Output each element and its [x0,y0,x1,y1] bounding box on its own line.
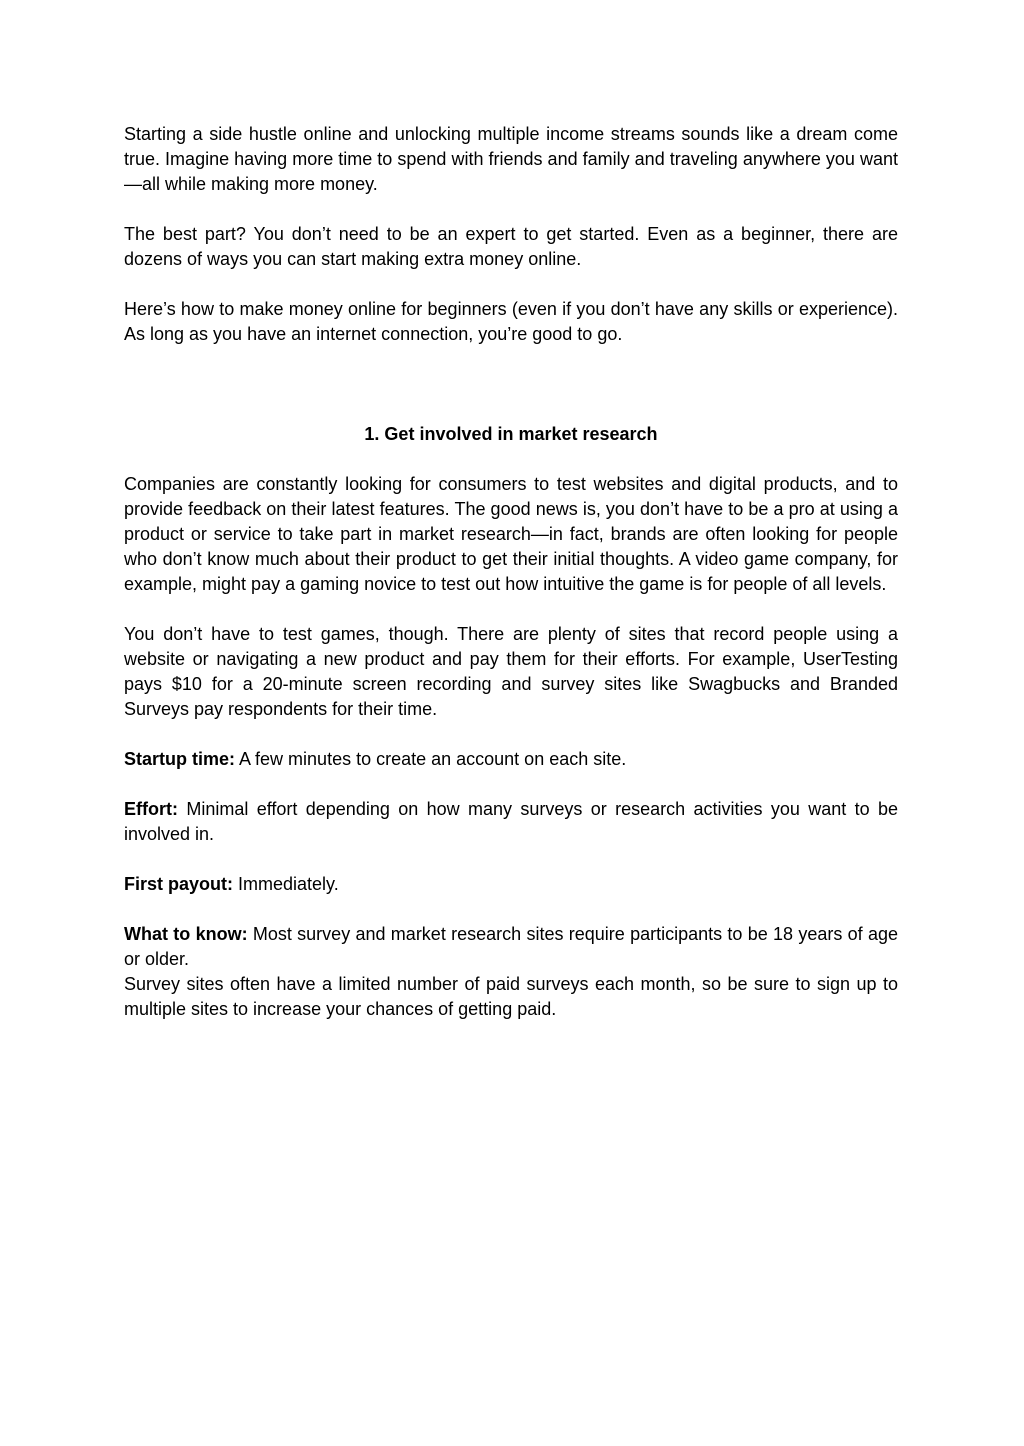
startup-time-item [124,747,898,772]
startup-time-label: Startup time: [124,749,236,769]
intro-paragraph-2: The best part? You don’t need to be an expert to get started. Even as a beginner, there are dozens of ways you can start making extra money online. [124,224,898,269]
first-payout-label: First payout: [124,874,234,894]
what-to-know-extra: Survey sites often have a limited number of paid surveys each month, so be sure to sign up to multiple sites to increase your chances of getting paid. [124,974,898,1019]
section-spacer [124,372,898,422]
document-page [124,122,898,1047]
effort-text: Minimal effort depending on how many surveys or research activities you want to be involved in. [124,799,898,844]
section-paragraph-1: Companies are constantly looking for consumers to test websites and digital products, and to provide feedback on their latest features. The good news is, you don’t have to be a pro at using a product or service to take part in market research—in fact, brands are often looking for people who don’t know much about their product to get their initial thoughts. A video game company, for example, might pay a gaming novice to test out how intuitive the game is for people of all levels. [124,474,898,594]
effort-label: Effort: [124,799,178,819]
what-to-know-label: What to know: [124,924,248,944]
what-to-know-text: Most survey and market research sites require participants to be 18 years of age or older. [124,924,899,969]
section-paragraph-2: You don’t have to test games, though. There are plenty of sites that record people using a website or navigating a new product and pay them for their efforts. For example, UserTesting pays $10 for a 20-minute screen recording and survey sites like Swagbucks and Branded Surveys pay respondents for their time. [124,624,898,719]
section-heading: 1. Get involved in market research [364,424,658,444]
intro-paragraph-1: Starting a side hustle online and unlocking multiple income streams sounds like a dream come true. Imagine having more time to spend with friends and family and traveling anywhere you want—all while making more money. [124,124,898,194]
effort-item [124,797,898,847]
intro-paragraph-3: Here’s how to make money online for beginners (even if you don’t have any skills or experience). As long as you have an internet connection, you’re good to go. [124,299,898,344]
what-to-know-item [124,922,898,972]
startup-time-text: A few minutes to create an account on each site. [235,749,627,769]
first-payout-item [124,872,898,897]
first-payout-text: Immediately. [233,874,339,894]
